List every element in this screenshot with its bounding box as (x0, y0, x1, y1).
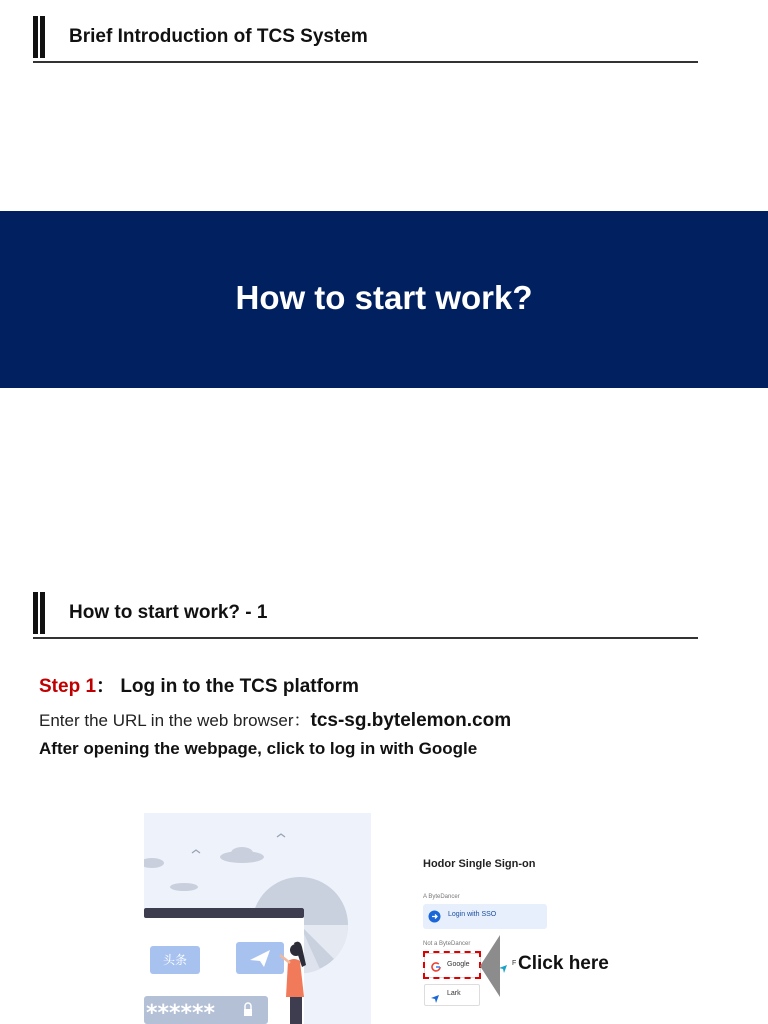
header-accent-bar (33, 592, 38, 634)
url-prefix: Enter the URL in the web browser： (39, 711, 311, 730)
header-divider (33, 637, 698, 639)
step-text: Log in to the TCS platform (120, 676, 359, 697)
header-divider (33, 61, 698, 63)
badge-text: 头条 (162, 953, 188, 967)
url-instruction (39, 706, 511, 732)
header-accent-bar (33, 16, 38, 58)
not-bytedancer-label: Not a ByteDancer (423, 941, 471, 947)
banner-title: How to start work? (235, 279, 533, 316)
lark-button-label: Lark (447, 990, 461, 997)
click-here-callout: Click here (518, 953, 609, 974)
bytedancer-label: A ByteDancer (423, 894, 460, 900)
sso-icon (428, 910, 441, 928)
login-illustration (144, 813, 371, 1024)
feishu-button-label: F (512, 960, 517, 967)
step-label: Step 1 (39, 676, 97, 697)
callout-arrow (480, 935, 502, 1002)
google-icon (431, 959, 441, 977)
step-separator: ： (96, 676, 116, 697)
slide-title: How to start work? - 1 (69, 602, 268, 623)
slide-title: Brief Introduction of TCS System (69, 26, 368, 47)
illustration-graphic (144, 813, 371, 1024)
url-value: tcs-sg.bytelemon.com (310, 710, 512, 731)
google-button-label: Google (447, 961, 470, 968)
password-mask: ****** (146, 1001, 216, 1024)
step-heading (39, 671, 359, 698)
login-instruction: After opening the webpage, click to log in with Google (39, 739, 478, 758)
lark-icon (431, 990, 439, 1008)
sso-button-label: Login with SSO (448, 911, 497, 918)
header-accent-bar (40, 16, 45, 58)
sso-title: Hodor Single Sign-on (423, 858, 536, 870)
header-accent-bar (40, 592, 45, 634)
